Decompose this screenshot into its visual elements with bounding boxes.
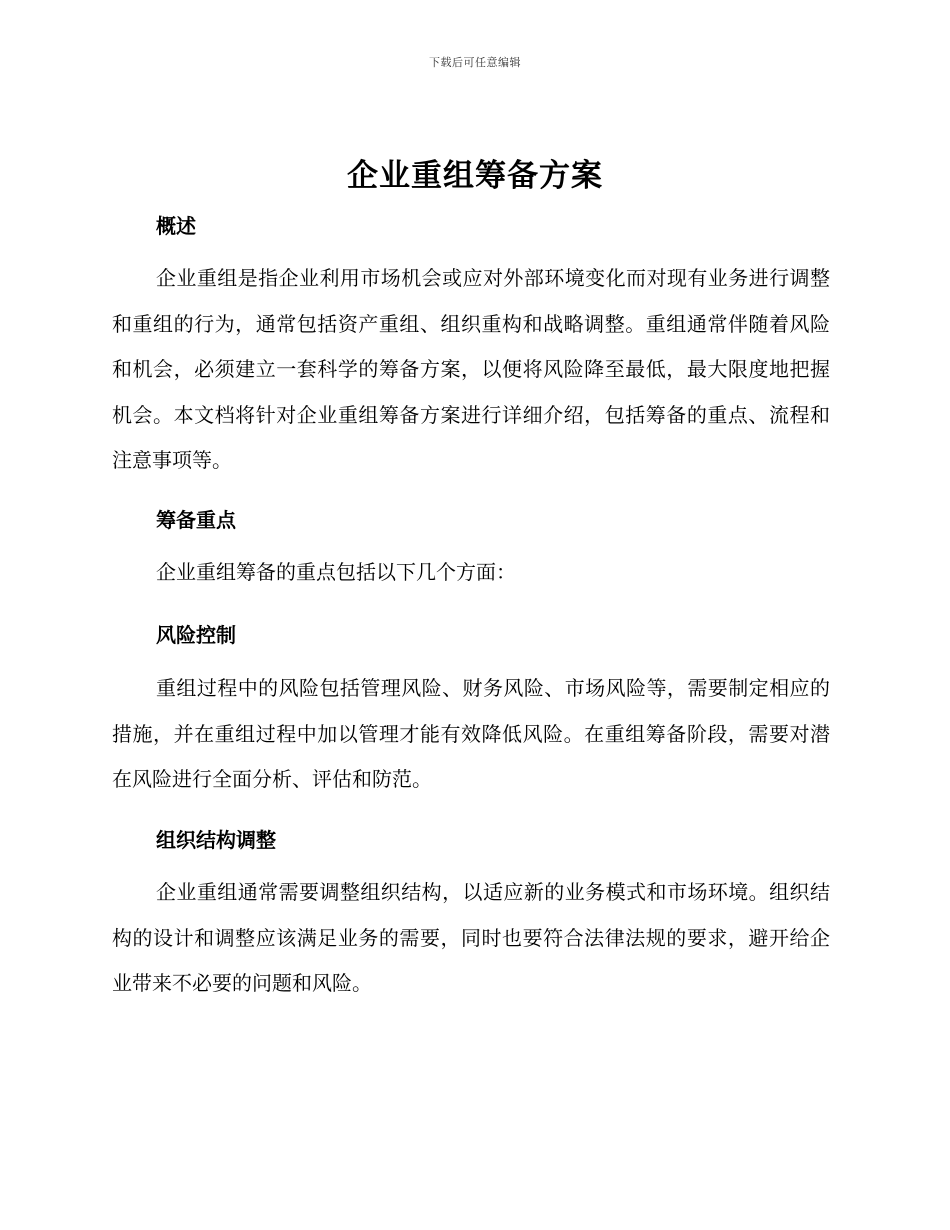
document-title: 企业重组筹备方案 <box>347 158 603 194</box>
section-paragraph-overview: 企业重组是指企业利用市场机会或应对外部环境变化而对现有业务进行调整和重组的行为，通常包括资产重组、组织重构和战略调整。重组通常伴随着风险和机会，必须建立一套科学的筹备方案，以便将风险降至最低，最大限度地把握机会。本文档将针对企业重组筹备方案进行详细介绍，包括筹备的重点、流程和注意事项等。 <box>112 266 830 472</box>
section-paragraph-key-points: 企业重组筹备的重点包括以下几个方面： <box>156 560 516 584</box>
section-paragraph-org-structure: 企业重组通常需要调整组织结构，以适应新的业务模式和市场环境。组织结构的设计和调整应该满足业务的需要，同时也要符合法律法规的要求，避开给企业带来不必要的问题和风险。 <box>112 880 830 995</box>
section-heading-key-points: 筹备重点 <box>156 508 236 532</box>
header-note: 下载后可任意编辑 <box>429 56 521 69</box>
section-heading-risk-control: 风险控制 <box>156 623 236 647</box>
section-heading-overview: 概述 <box>156 214 196 238</box>
section-paragraph-risk-control: 重组过程中的风险包括管理风险、财务风险、市场风险等，需要制定相应的措施，并在重组过程中加以管理才能有效降低风险。在重组筹备阶段，需要对潜在风险进行全面分析、评估和防范。 <box>112 676 830 791</box>
section-heading-org-structure: 组织结构调整 <box>156 828 276 852</box>
